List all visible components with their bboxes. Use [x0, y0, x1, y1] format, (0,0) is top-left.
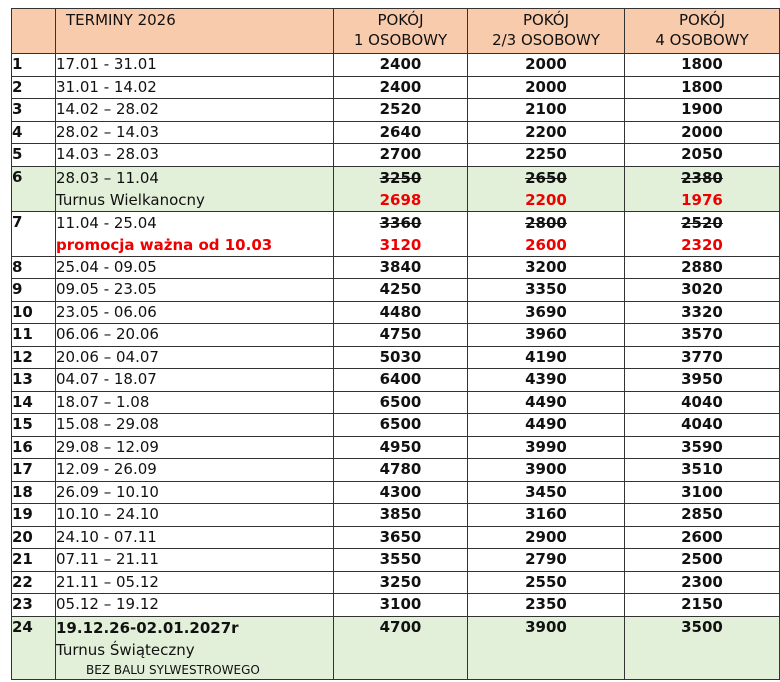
- table-row: [12, 571, 780, 594]
- price-4-person: 2150: [625, 594, 780, 617]
- price-1-person: 3250: [334, 571, 468, 594]
- table-row: [12, 54, 780, 77]
- turnus-note: Turnus Wielkanocny: [56, 190, 205, 209]
- price-1-person: 4300: [334, 481, 468, 504]
- header-number: [12, 9, 56, 54]
- price-4-person: 1900: [625, 99, 780, 122]
- price-1-person: [334, 211, 468, 256]
- table-row: [12, 414, 780, 437]
- price-1-person: 2640: [334, 121, 468, 144]
- price-1-person: 3650: [334, 526, 468, 549]
- header-room-1-line2: 1 OSOBOWY: [353, 31, 448, 49]
- table-row: [12, 279, 780, 302]
- header-room-4-line2: 4 OSOBOWY: [655, 31, 749, 49]
- price-4-person: 2850: [625, 504, 780, 527]
- row-date: 17.01 - 31.01: [56, 54, 334, 77]
- row-number: 24: [12, 616, 56, 679]
- price-4-person: 3500: [625, 616, 780, 679]
- price-1-person: 4250: [334, 279, 468, 302]
- price-4-person: 1800: [625, 76, 780, 99]
- row-date: 09.05 - 23.05: [56, 279, 334, 302]
- row-date: 25.04 - 09.05: [56, 256, 334, 279]
- old-price: 3250: [379, 168, 422, 187]
- header-room-1-line1: POKÓJ: [377, 11, 424, 29]
- row-date: 05.12 – 19.12: [56, 594, 334, 617]
- price-2-3-person: 2250: [468, 144, 625, 167]
- row-number: 20: [12, 526, 56, 549]
- table-row: [12, 436, 780, 459]
- price-1-person: 4700: [334, 616, 468, 679]
- row-date: 31.01 - 14.02: [56, 76, 334, 99]
- row-number: 17: [12, 459, 56, 482]
- price-4-person: 3320: [625, 301, 780, 324]
- price-2-3-person: [468, 211, 625, 256]
- price-4-person: 2880: [625, 256, 780, 279]
- price-2-3-person: 2550: [468, 571, 625, 594]
- table-row: [12, 504, 780, 527]
- row-date: 06.06 – 20.06: [56, 324, 334, 347]
- price-2-3-person: 3450: [468, 481, 625, 504]
- row-date: 28.02 – 14.03: [56, 121, 334, 144]
- price-2-3-person: 3690: [468, 301, 625, 324]
- price-2-3-person: 2790: [468, 549, 625, 572]
- price-1-person: 2520: [334, 99, 468, 122]
- price-4-person: 3950: [625, 369, 780, 392]
- header-room-4: [625, 9, 780, 54]
- price-4-person: 2500: [625, 549, 780, 572]
- date-range: 11.04 - 25.04: [56, 213, 157, 232]
- price-4-person: 2000: [625, 121, 780, 144]
- table-row: [12, 526, 780, 549]
- price-1-person: 4750: [334, 324, 468, 347]
- old-price: 2380: [681, 168, 723, 187]
- table-row: [12, 369, 780, 392]
- price-2-3-person: 4190: [468, 346, 625, 369]
- row-number: 5: [12, 144, 56, 167]
- turnus-subnote: BEZ BALU SYLWESTROWEGO: [86, 662, 260, 677]
- row-number: 2: [12, 76, 56, 99]
- price-1-person: [334, 166, 468, 211]
- price-4-person: 3100: [625, 481, 780, 504]
- price-4-person: 3510: [625, 459, 780, 482]
- price-2-3-person: 2100: [468, 99, 625, 122]
- header-row: [12, 9, 780, 54]
- table-row: [12, 481, 780, 504]
- price-2-3-person: 3350: [468, 279, 625, 302]
- price-1-person: 2400: [334, 54, 468, 77]
- new-price: 2600: [525, 235, 567, 254]
- header-room-23-line1: POKÓJ: [522, 11, 570, 29]
- price-1-person: 6400: [334, 369, 468, 392]
- row-number: 11: [12, 324, 56, 347]
- date-range: 28.03 – 11.04: [56, 168, 159, 187]
- price-2-3-person: 2200: [468, 121, 625, 144]
- row-number: 13: [12, 369, 56, 392]
- row-number: 14: [12, 391, 56, 414]
- price-2-3-person: 4490: [468, 414, 625, 437]
- price-2-3-person: 2000: [468, 76, 625, 99]
- table-row: [12, 459, 780, 482]
- table-row: [12, 301, 780, 324]
- table-row: [12, 76, 780, 99]
- row-number: 12: [12, 346, 56, 369]
- row-date: 04.07 - 18.07: [56, 369, 334, 392]
- table-row: [12, 594, 780, 617]
- price-2-3-person: 4490: [468, 391, 625, 414]
- row-date: 14.02 – 28.02: [56, 99, 334, 122]
- row-number: 10: [12, 301, 56, 324]
- price-1-person: 4480: [334, 301, 468, 324]
- price-2-3-person: 3160: [468, 504, 625, 527]
- price-4-person: 2050: [625, 144, 780, 167]
- price-4-person: 3020: [625, 279, 780, 302]
- price-4-person: 4040: [625, 391, 780, 414]
- price-4-person: 1800: [625, 54, 780, 77]
- table-row: [12, 144, 780, 167]
- row-date: 18.07 – 1.08: [56, 391, 334, 414]
- price-2-3-person: 2900: [468, 526, 625, 549]
- row-number: 9: [12, 279, 56, 302]
- price-2-3-person: 3990: [468, 436, 625, 459]
- row-date: 20.06 – 04.07: [56, 346, 334, 369]
- price-2-3-person: 3900: [468, 616, 625, 679]
- row-number: 7: [12, 211, 56, 256]
- table-row-promo: [12, 211, 780, 256]
- price-4-person: 2600: [625, 526, 780, 549]
- header-room-1: [334, 9, 468, 54]
- row-number: 3: [12, 99, 56, 122]
- date-range: 19.12.26-02.01.2027r: [56, 618, 239, 637]
- price-1-person: 5030: [334, 346, 468, 369]
- price-1-person: 6500: [334, 391, 468, 414]
- table-row-easter: [12, 166, 780, 211]
- price-4-person: 4040: [625, 414, 780, 437]
- price-2-3-person: 2000: [468, 54, 625, 77]
- row-date: 21.11 – 05.12: [56, 571, 334, 594]
- row-date: 26.09 – 10.10: [56, 481, 334, 504]
- row-number: 1: [12, 54, 56, 77]
- price-1-person: 3840: [334, 256, 468, 279]
- turnus-note: Turnus Świąteczny: [56, 640, 195, 659]
- new-price: 2200: [525, 190, 567, 209]
- row-number: 15: [12, 414, 56, 437]
- row-number: 18: [12, 481, 56, 504]
- price-2-3-person: 3960: [468, 324, 625, 347]
- old-price: 2800: [525, 213, 567, 232]
- row-date: 14.03 – 28.03: [56, 144, 334, 167]
- row-date: 23.05 - 06.06: [56, 301, 334, 324]
- new-price: 3120: [379, 235, 422, 254]
- row-date: [56, 211, 334, 256]
- row-date: [56, 166, 334, 211]
- table-row: [12, 256, 780, 279]
- table-row: [12, 549, 780, 572]
- price-4-person: 3570: [625, 324, 780, 347]
- row-date: 29.08 – 12.09: [56, 436, 334, 459]
- table-body: [12, 54, 780, 680]
- price-4-person: [625, 166, 780, 211]
- row-number: 23: [12, 594, 56, 617]
- price-1-person: 2400: [334, 76, 468, 99]
- price-table: [11, 8, 780, 680]
- price-2-3-person: 3200: [468, 256, 625, 279]
- row-number: 22: [12, 571, 56, 594]
- new-price: 2698: [379, 190, 422, 209]
- header-room-23-line2: 2/3 OSOBOWY: [492, 31, 600, 49]
- row-number: 16: [12, 436, 56, 459]
- header-room-23: [468, 9, 625, 54]
- price-1-person: 3850: [334, 504, 468, 527]
- price-1-person: 2700: [334, 144, 468, 167]
- row-date: 24.10 - 07.11: [56, 526, 334, 549]
- table-row: [12, 324, 780, 347]
- row-date: 10.10 – 24.10: [56, 504, 334, 527]
- price-1-person: 6500: [334, 414, 468, 437]
- turnus-note: promocja ważna od 10.03: [56, 235, 273, 254]
- price-1-person: 4780: [334, 459, 468, 482]
- new-price: 1976: [681, 190, 723, 209]
- row-number: 21: [12, 549, 56, 572]
- row-date: 15.08 – 29.08: [56, 414, 334, 437]
- price-4-person: 3590: [625, 436, 780, 459]
- price-4-person: 3770: [625, 346, 780, 369]
- old-price: 2520: [681, 213, 723, 232]
- new-price: 2320: [681, 235, 723, 254]
- header-terms: TERMINY 2026: [56, 9, 334, 54]
- price-4-person: 2300: [625, 571, 780, 594]
- row-number: 8: [12, 256, 56, 279]
- row-date: 07.11 – 21.11: [56, 549, 334, 572]
- price-1-person: 3100: [334, 594, 468, 617]
- header-room-4-line1: POKÓJ: [678, 11, 726, 29]
- price-2-3-person: 4390: [468, 369, 625, 392]
- row-date: 12.09 - 26.09: [56, 459, 334, 482]
- price-2-3-person: 3900: [468, 459, 625, 482]
- table-row: [12, 346, 780, 369]
- row-number: 6: [12, 166, 56, 211]
- old-price: 3360: [379, 213, 422, 232]
- price-2-3-person: [468, 166, 625, 211]
- table-row: [12, 121, 780, 144]
- row-number: 4: [12, 121, 56, 144]
- table-row: [12, 99, 780, 122]
- old-price: 2650: [525, 168, 567, 187]
- price-4-person: [625, 211, 780, 256]
- table-row-christmas: [12, 616, 780, 679]
- row-number: 19: [12, 504, 56, 527]
- price-2-3-person: 2350: [468, 594, 625, 617]
- price-1-person: 4950: [334, 436, 468, 459]
- price-1-person: 3550: [334, 549, 468, 572]
- row-date: [56, 616, 334, 679]
- table-row: [12, 391, 780, 414]
